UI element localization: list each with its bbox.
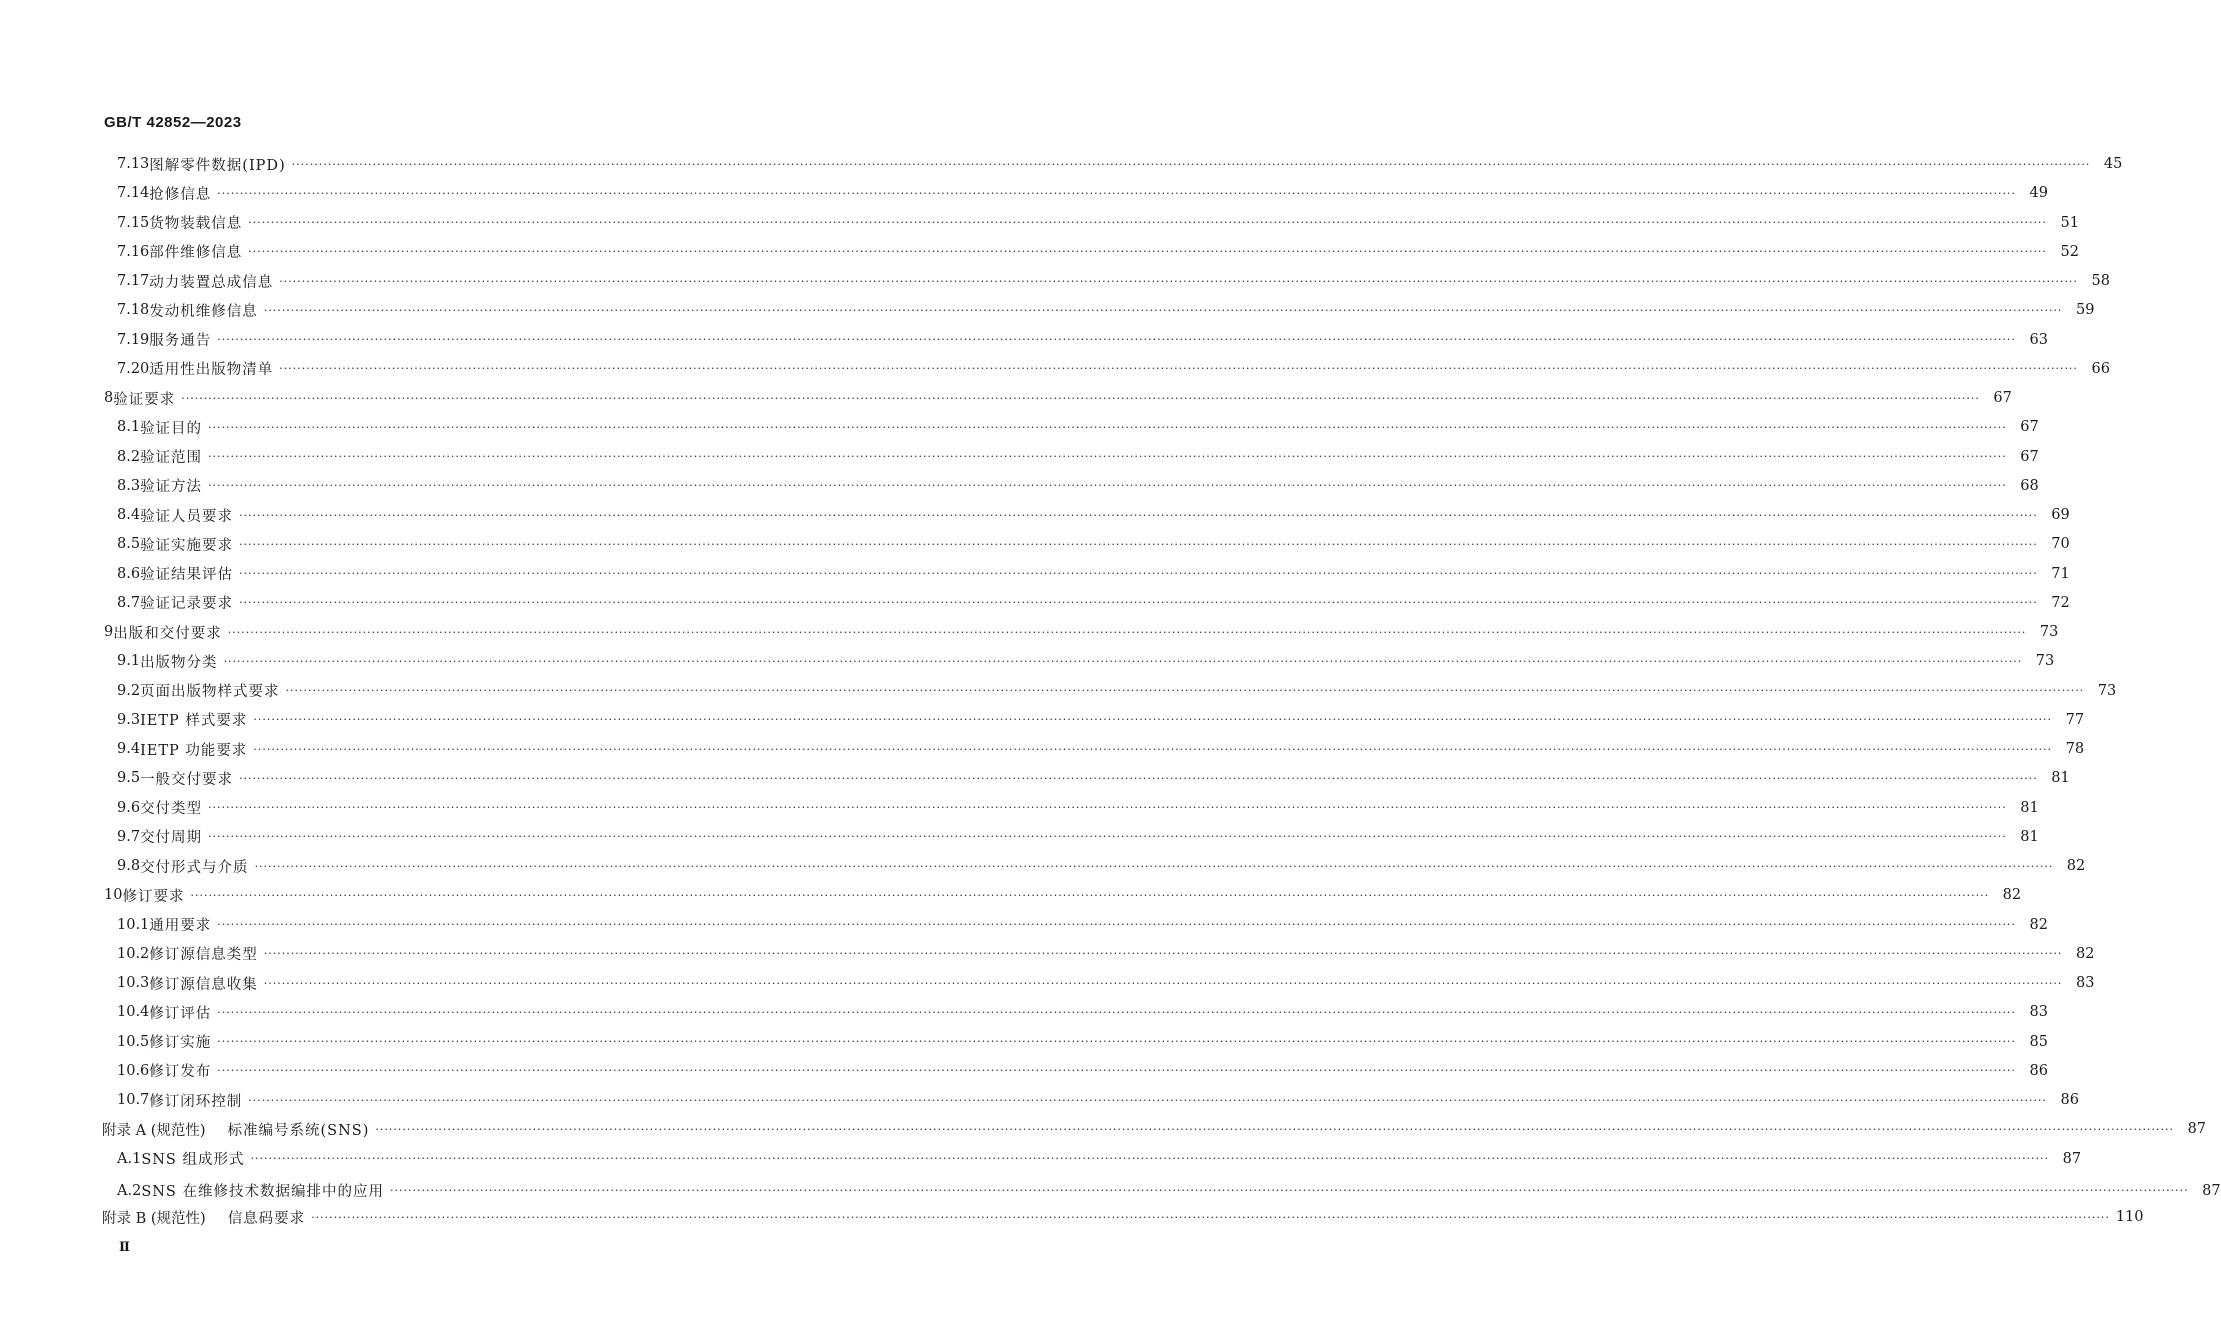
toc-leader-dots: ················································································································································································································································································································································································································ xyxy=(311,1210,2110,1224)
toc-page-number: 59 xyxy=(2075,302,2095,319)
toc-leader-dots: ················································································································································································································································································································································································································ xyxy=(239,508,2038,522)
toc-leader-dots: ················································································································································································································································································································································································································ xyxy=(223,654,2023,668)
toc-number: 7.14 xyxy=(117,185,150,202)
toc-title: 货物装载信息 xyxy=(149,216,243,232)
toc-page-number: 49 xyxy=(2029,185,2048,202)
toc-title: 修订闭环控制 xyxy=(149,1093,243,1110)
toc-entry[interactable] xyxy=(117,533,2070,555)
toc-page-number: 87 xyxy=(2062,1150,2082,1167)
toc-leader-dots: ················································································································································································································································································································································································································ xyxy=(239,596,2038,610)
toc-title: 验证人员要求 xyxy=(140,508,234,525)
toc-entry[interactable] xyxy=(117,1180,2221,1202)
toc-leader-dots: ················································································································································································································································································································································································································ xyxy=(208,420,2007,434)
toc-leader-dots: ················································································································································································································································································································································································································ xyxy=(248,245,2047,259)
toc-page-number: 69 xyxy=(2051,507,2070,523)
toc-entry[interactable] xyxy=(117,972,2095,994)
toc-title: 验证方法 xyxy=(140,479,203,496)
toc-number: 9.5 xyxy=(117,770,141,787)
toc-title: 交付周期 xyxy=(140,830,203,847)
toc-entry[interactable] xyxy=(117,416,2039,438)
toc-page-number: 81 xyxy=(2020,828,2039,845)
toc-entry[interactable] xyxy=(117,1060,2048,1082)
toc-page-number: 63 xyxy=(2029,331,2048,348)
toc-entry[interactable] xyxy=(117,241,2079,263)
toc-leader-dots: ················································································································································································································································································································································································································ xyxy=(227,625,2027,639)
toc-page-number: 58 xyxy=(2091,273,2110,289)
toc-leader-dots: ················································································································································································································································································································································································································ xyxy=(208,479,2007,493)
toc-title: 修订评估 xyxy=(149,1005,212,1022)
toc-number: 8.4 xyxy=(117,507,141,523)
toc-number: 9.6 xyxy=(117,799,141,816)
toc-number: 附录 A (规范性) xyxy=(102,1122,206,1139)
toc-page-number: 81 xyxy=(2051,770,2070,787)
toc-page-number: 86 xyxy=(2029,1062,2048,1079)
toc-leader-dots: ················································································································································································································································································································································································································ xyxy=(217,1064,2016,1078)
toc-title: 修订源信息收集 xyxy=(149,976,258,993)
toc-number: 10.6 xyxy=(117,1062,150,1079)
toc-page-number: 86 xyxy=(2060,1092,2079,1108)
toc-title: 修订要求 xyxy=(122,888,185,905)
toc-number: 7.17 xyxy=(117,273,150,289)
toc-title: 服务通告 xyxy=(149,333,212,349)
toc-leader-dots: ················································································································································································································································································································································································································ xyxy=(254,859,2054,873)
toc-number: 7.13 xyxy=(117,156,150,172)
toc-page-number: 87 xyxy=(2187,1121,2207,1138)
toc-leader-dots: ················································································································································································································································································································································································································ xyxy=(217,1005,2016,1019)
toc-entry[interactable] xyxy=(117,914,2048,936)
toc-leader-dots: ················································································································································································································································································································································································································ xyxy=(208,830,2007,844)
toc-page-number: 67 xyxy=(2020,448,2039,465)
toc-page-number: 77 xyxy=(2065,711,2085,728)
toc-number: 8.7 xyxy=(117,594,141,611)
toc-leader-dots: ················································································································································································································································································································································································································ xyxy=(375,1122,2175,1136)
toc-entry[interactable] xyxy=(117,1089,2079,1111)
toc-page-number: 87 xyxy=(2202,1182,2221,1199)
toc-title: 交付形式与介质 xyxy=(140,859,249,876)
toc-entry[interactable] xyxy=(117,358,2110,380)
document-code: GB/T 42852—2023 xyxy=(104,114,242,131)
toc-number: 7.20 xyxy=(117,360,150,377)
toc-entry[interactable] xyxy=(117,1001,2048,1023)
toc-number: 9 xyxy=(104,624,114,640)
toc-page-number: 83 xyxy=(2029,1004,2048,1021)
toc-title: SNS 在维修技术数据编排中的应用 xyxy=(141,1184,384,1201)
toc-page-number: 78 xyxy=(2065,741,2085,757)
toc-page-number: 72 xyxy=(2051,594,2070,611)
toc-entry[interactable] xyxy=(104,387,2012,409)
toc-number: 9.7 xyxy=(117,828,141,845)
toc-number: A.1 xyxy=(117,1150,142,1167)
toc-entry[interactable] xyxy=(117,182,2048,204)
toc-number: 9.2 xyxy=(117,682,141,699)
toc-entry[interactable] xyxy=(117,592,2070,614)
toc-entry[interactable] xyxy=(117,329,2048,351)
toc-number: 10.1 xyxy=(117,916,150,933)
toc-entry[interactable] xyxy=(117,1148,2082,1170)
toc-title: 信息码要求 xyxy=(227,1210,306,1227)
toc-page-number: 73 xyxy=(2035,653,2055,670)
toc-leader-dots: ················································································································································································································································································································································································································ xyxy=(285,684,2085,697)
toc-title: 验证要求 xyxy=(113,391,176,408)
toc-leader-dots: ················································································································································································································································································································································································································ xyxy=(291,157,2091,171)
toc-title: 动力装置总成信息 xyxy=(149,274,274,291)
toc-entry[interactable] xyxy=(117,738,2085,760)
toc-leader-dots: ················································································································································································································································································································································································································ xyxy=(217,333,2016,346)
toc-leader-dots: ················································································································································································································································································································································································································ xyxy=(253,742,2053,756)
toc-title: 通用要求 xyxy=(149,918,212,934)
toc-leader-dots: ················································································································································································································································································································································································································ xyxy=(253,713,2053,727)
toc-page-number: 82 xyxy=(2066,858,2086,874)
toc-leader-dots: ················································································································································································································································································································································································································ xyxy=(248,216,2047,229)
toc-number: 9.8 xyxy=(117,858,141,874)
toc-number: 10.3 xyxy=(117,975,150,991)
toc-number: 8.2 xyxy=(117,448,141,465)
toc-leader-dots: ················································································································································································································································································································································································································ xyxy=(263,947,2063,961)
toc-title: 出版物分类 xyxy=(140,654,218,671)
toc-number: 10.5 xyxy=(117,1033,150,1050)
toc-entry[interactable] xyxy=(117,504,2070,526)
toc-title: 出版和交付要求 xyxy=(113,625,222,642)
toc-page-number: 68 xyxy=(2020,477,2039,494)
toc-title: 修订发布 xyxy=(149,1064,212,1081)
toc-title: 抢修信息 xyxy=(149,186,212,203)
toc-title: 发动机维修信息 xyxy=(149,303,258,320)
toc-number: 10.2 xyxy=(117,945,150,962)
toc-leader-dots: ················································································································································································································································································································································································································ xyxy=(239,771,2038,785)
toc-entry[interactable] xyxy=(117,563,2070,585)
toc-entry[interactable] xyxy=(117,1031,2048,1053)
toc-page-number: 82 xyxy=(2075,945,2095,962)
toc-entry[interactable] xyxy=(117,299,2095,321)
toc-entry[interactable] xyxy=(102,1118,2207,1140)
toc-number: 8.6 xyxy=(117,565,141,582)
toc-page-number: 85 xyxy=(2029,1033,2048,1050)
toc-number: 7.16 xyxy=(117,243,150,260)
toc-page-number: 73 xyxy=(2039,624,2059,640)
toc-leader-dots: ················································································································································································································································································································································································································ xyxy=(263,976,2063,990)
toc-number: 9.3 xyxy=(117,711,141,728)
toc-entry[interactable] xyxy=(117,826,2039,848)
toc-number: 附录 B (规范性) xyxy=(102,1210,206,1227)
toc-page-number: 52 xyxy=(2060,243,2079,260)
page-number: Ⅱ xyxy=(119,1240,130,1255)
toc-entry[interactable] xyxy=(117,680,2117,702)
toc-number: 8 xyxy=(104,390,114,406)
toc-title: 一般交付要求 xyxy=(140,771,234,788)
toc-title: IETP 样式要求 xyxy=(140,713,248,730)
toc-entry[interactable] xyxy=(104,884,2022,906)
toc-entry[interactable] xyxy=(117,212,2079,234)
toc-entry[interactable] xyxy=(117,709,2085,731)
toc-number: 7.19 xyxy=(117,331,150,348)
toc-title: 部件维修信息 xyxy=(149,245,243,262)
toc-leader-dots: ················································································································································································································································································································································································································ xyxy=(217,918,2016,931)
toc-page-number: 83 xyxy=(2075,975,2095,991)
toc-title: 验证记录要求 xyxy=(140,596,234,613)
toc-leader-dots: ················································································································································································································································································································································································································ xyxy=(250,1152,2050,1165)
toc-entry[interactable] xyxy=(117,650,2055,672)
toc-number: 8.1 xyxy=(117,419,141,436)
toc-title: 标准编号系统(SNS) xyxy=(227,1122,370,1139)
toc-leader-dots: ················································································································································································································································································································································································································ xyxy=(239,567,2038,580)
toc-title: 修订实施 xyxy=(149,1035,212,1051)
toc-leader-dots: ················································································································································································································································································································································································································ xyxy=(279,274,2078,288)
toc-entry[interactable] xyxy=(117,797,2039,819)
toc-entry[interactable] xyxy=(117,855,2086,877)
toc-leader-dots: ················································································································································································································································································································································································································ xyxy=(389,1184,2189,1198)
toc-number: 7.15 xyxy=(117,214,150,231)
toc-leader-dots: ················································································································································································································································································································································································································ xyxy=(208,801,2007,814)
toc-page-number: 51 xyxy=(2060,214,2079,231)
toc-page-number: 71 xyxy=(2051,565,2070,582)
toc-number: 8.3 xyxy=(117,477,141,494)
toc-leader-dots: ················································································································································································································································································································································································································ xyxy=(208,450,2007,463)
toc-title: 交付类型 xyxy=(140,801,203,817)
toc-number: 9.1 xyxy=(117,653,141,670)
toc-leader-dots: ················································································································································································································································································································································································································ xyxy=(190,888,1990,902)
toc-title: 验证结果评估 xyxy=(140,567,234,583)
toc-page-number: 70 xyxy=(2051,536,2070,553)
toc-title: 验证实施要求 xyxy=(140,537,234,554)
toc-leader-dots: ················································································································································································································································································································································································································ xyxy=(181,391,1980,405)
toc-leader-dots: ················································································································································································································································································································································································································ xyxy=(239,537,2038,551)
toc-page-number: 45 xyxy=(2103,156,2123,172)
toc-title: SNS 组成形式 xyxy=(141,1152,245,1168)
toc-entry[interactable] xyxy=(104,621,2059,643)
toc-leader-dots: ················································································································································································································································································································································································································ xyxy=(279,362,2078,376)
toc-page-number: 82 xyxy=(2029,916,2048,933)
toc-leader-dots: ················································································································································································································································································································································································································ xyxy=(217,1035,2016,1048)
toc-number: 7.18 xyxy=(117,302,150,319)
toc-number: 10.7 xyxy=(117,1092,150,1108)
toc-title: 页面出版物样式要求 xyxy=(140,684,280,700)
toc-page-number: 67 xyxy=(2020,419,2039,436)
toc-page-number: 66 xyxy=(2091,360,2110,377)
toc-title: 图解零件数据(IPD) xyxy=(149,157,286,174)
toc-entry[interactable] xyxy=(117,943,2095,965)
toc-page-number: 67 xyxy=(1993,390,2012,406)
toc-number: 10 xyxy=(104,887,123,904)
toc-entry[interactable] xyxy=(117,446,2039,468)
toc-leader-dots: ················································································································································································································································································································································································································ xyxy=(217,186,2016,200)
toc-leader-dots: ················································································································································································································································································································································································································ xyxy=(248,1093,2047,1107)
toc-number: 9.4 xyxy=(117,741,141,757)
toc-entry[interactable] xyxy=(117,475,2039,497)
toc-title: 修订源信息类型 xyxy=(149,947,258,964)
toc-title: 验证目的 xyxy=(140,420,203,437)
toc-entry[interactable] xyxy=(117,767,2070,789)
toc-title: IETP 功能要求 xyxy=(140,742,248,759)
toc-page-number: 81 xyxy=(2020,799,2039,816)
toc-page-number: 110 xyxy=(2115,1209,2144,1225)
toc-number: 10.4 xyxy=(117,1004,150,1021)
toc-leader-dots: ················································································································································································································································································································································································································ xyxy=(263,303,2063,317)
toc-entry[interactable] xyxy=(117,153,2123,175)
toc-page-number: 82 xyxy=(2002,887,2022,904)
toc-page-number: 73 xyxy=(2097,682,2117,699)
toc-number: 8.5 xyxy=(117,536,141,553)
toc-entry[interactable] xyxy=(102,1206,2144,1228)
toc-number: A.2 xyxy=(117,1182,142,1199)
toc-title: 验证范围 xyxy=(140,450,203,466)
toc-entry[interactable] xyxy=(117,270,2110,292)
toc-title: 适用性出版物清单 xyxy=(149,362,274,379)
